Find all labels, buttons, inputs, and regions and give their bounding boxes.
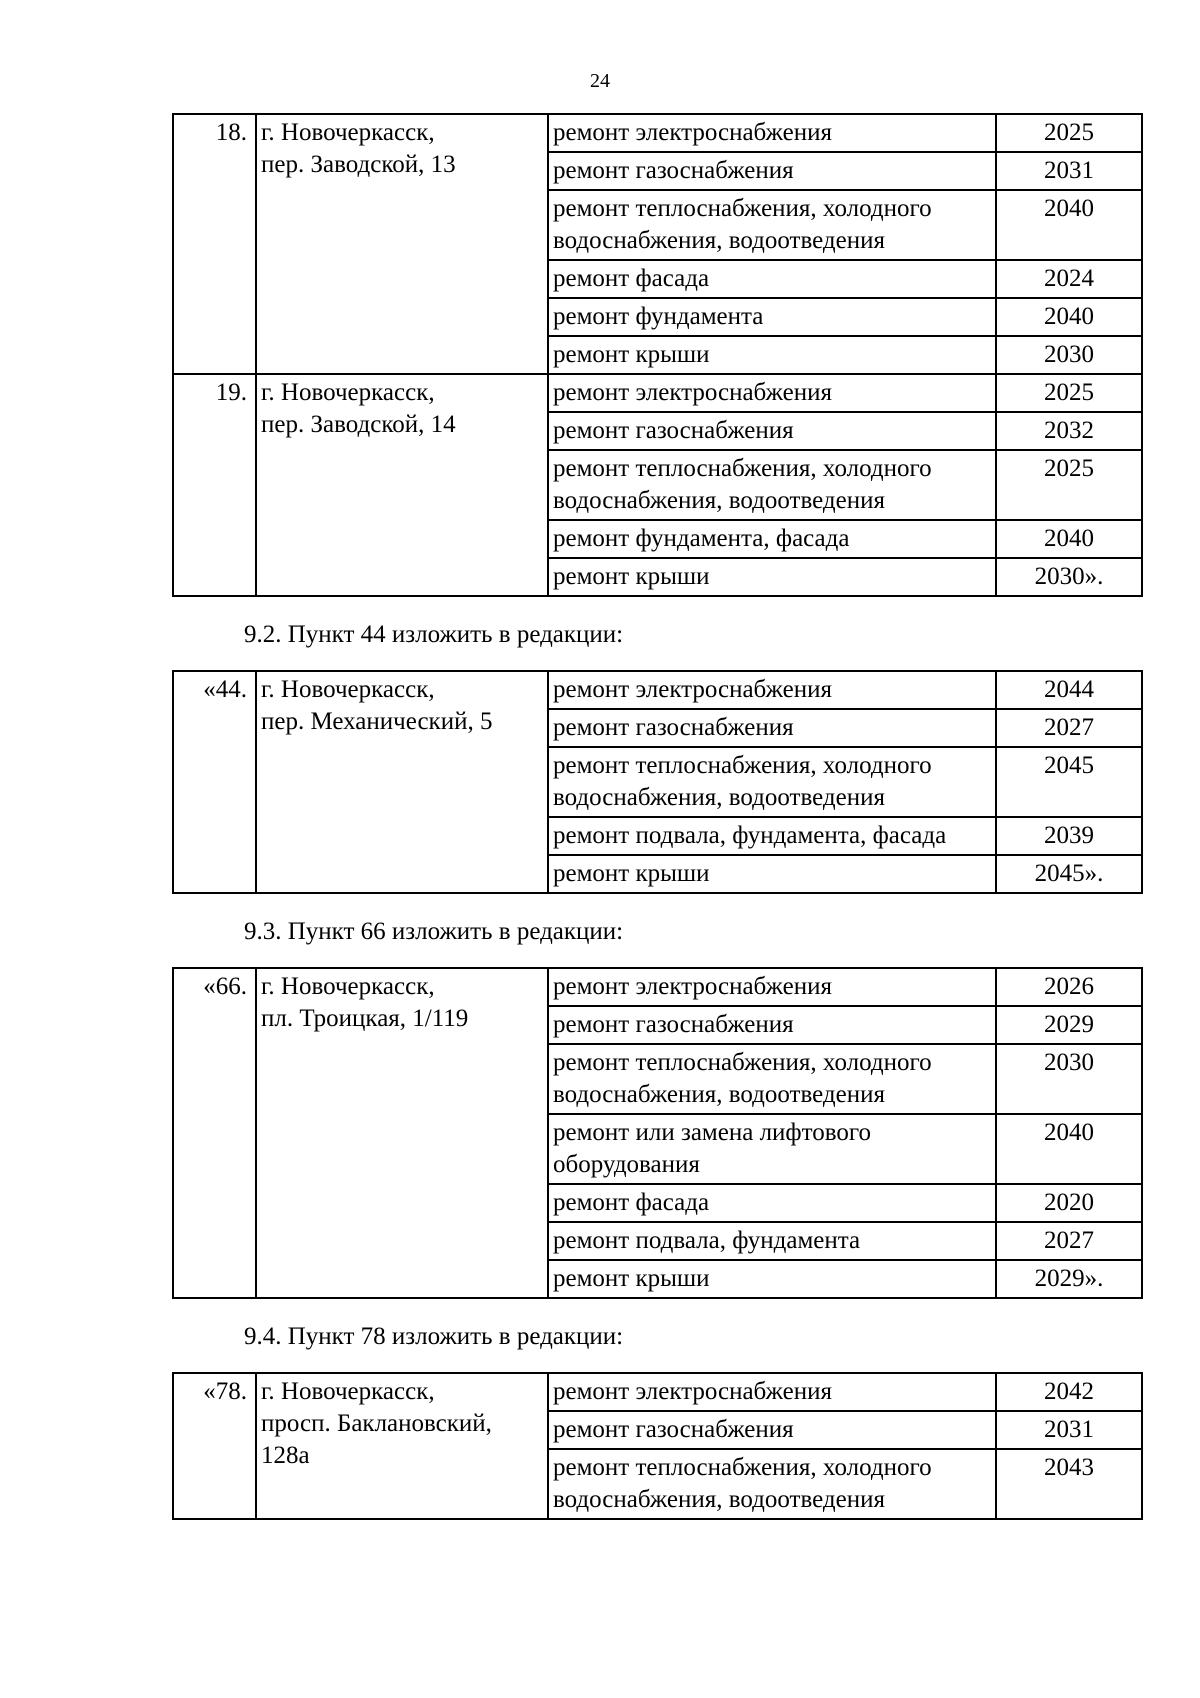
work-year: 2025 [996, 450, 1142, 520]
work-year: 2040 [996, 520, 1142, 558]
item-number: 19. [173, 374, 256, 596]
item-number: «78. [173, 1373, 256, 1519]
table-row [173, 114, 1142, 152]
work-type: ремонт фундамента [548, 298, 996, 336]
table-row [173, 671, 1142, 709]
work-type: ремонт газоснабжения [548, 152, 996, 190]
work-type: ремонт теплоснабжения, холодного водоснабжения, водоотведения [548, 450, 996, 520]
repair-schedule-table [172, 967, 1143, 1299]
address-line: просп. Баклановский, [261, 1410, 492, 1437]
work-year: 2030». [996, 558, 1142, 596]
work-year: 2029». [996, 1260, 1142, 1298]
address-line: г. Новочеркасск, [261, 676, 435, 703]
repair-schedule-table [172, 670, 1143, 894]
work-type: ремонт электроснабжения [548, 1373, 996, 1411]
section-heading: 9.2. Пункт 44 изложить в редакции: [244, 621, 624, 648]
repair-schedule-table [172, 1372, 1143, 1520]
work-year: 2025 [996, 374, 1142, 412]
work-type: ремонт электроснабжения [548, 968, 996, 1006]
address-line: г. Новочеркасск, [261, 1378, 435, 1405]
work-type: ремонт крыши [548, 336, 996, 374]
section-heading: 9.4. Пункт 78 изложить в редакции: [244, 1323, 624, 1350]
work-type: ремонт теплоснабжения, холодного водоснабжения, водоотведения [548, 1449, 996, 1519]
work-type: ремонт крыши [548, 855, 996, 893]
work-year: 2045 [996, 747, 1142, 817]
item-number: «66. [173, 968, 256, 1298]
work-year: 2027 [996, 1222, 1142, 1260]
address-line: 128а [261, 1442, 310, 1469]
work-type: ремонт теплоснабжения, холодного водоснабжения, водоотведения [548, 190, 996, 260]
address-cell [256, 968, 548, 1298]
address-line: пл. Троицкая, 1/119 [261, 1005, 469, 1032]
work-type: ремонт фундамента, фасада [548, 520, 996, 558]
work-year: 2045». [996, 855, 1142, 893]
work-type: ремонт электроснабжения [548, 374, 996, 412]
address-line: г. Новочеркасск, [261, 119, 435, 146]
address-line: пер. Заводской, 14 [261, 411, 456, 438]
table-row [173, 1373, 1142, 1411]
address-cell [256, 114, 548, 374]
address-cell [256, 374, 548, 596]
work-year: 2044 [996, 671, 1142, 709]
address-line: пер. Заводской, 13 [261, 151, 456, 178]
work-type: ремонт электроснабжения [548, 114, 996, 152]
work-year: 2025 [996, 114, 1142, 152]
page-number: 24 [590, 70, 610, 92]
work-type: ремонт фасада [548, 260, 996, 298]
work-year: 2039 [996, 817, 1142, 855]
work-year: 2030 [996, 1044, 1142, 1114]
work-type: ремонт крыши [548, 558, 996, 596]
work-year: 2027 [996, 709, 1142, 747]
work-type: ремонт фасада [548, 1184, 996, 1222]
address-cell [256, 671, 548, 893]
work-year: 2032 [996, 412, 1142, 450]
item-number: «44. [173, 671, 256, 893]
work-year: 2024 [996, 260, 1142, 298]
work-type: ремонт подвала, фундамента, фасада [548, 817, 996, 855]
work-type: ремонт теплоснабжения, холодного водоснабжения, водоотведения [548, 747, 996, 817]
work-year: 2040 [996, 1114, 1142, 1184]
work-type: ремонт газоснабжения [548, 709, 996, 747]
repair-schedule-table [172, 113, 1143, 597]
work-type: ремонт или замена лифтового оборудования [548, 1114, 996, 1184]
work-year: 2029 [996, 1006, 1142, 1044]
work-year: 2020 [996, 1184, 1142, 1222]
work-type: ремонт теплоснабжения, холодного водоснабжения, водоотведения [548, 1044, 996, 1114]
work-year: 2040 [996, 298, 1142, 336]
table-row [173, 968, 1142, 1006]
work-year: 2030 [996, 336, 1142, 374]
work-year: 2042 [996, 1373, 1142, 1411]
table-row [173, 374, 1142, 412]
work-year: 2040 [996, 190, 1142, 260]
address-line: пер. Механический, 5 [261, 708, 493, 735]
work-type: ремонт газоснабжения [548, 1411, 996, 1449]
work-type: ремонт электроснабжения [548, 671, 996, 709]
address-cell [256, 1373, 548, 1519]
work-year: 2026 [996, 968, 1142, 1006]
address-line: г. Новочеркасск, [261, 973, 435, 1000]
work-year: 2031 [996, 1411, 1142, 1449]
work-year: 2043 [996, 1449, 1142, 1519]
address-line: г. Новочеркасск, [261, 379, 435, 406]
item-number: 18. [173, 114, 256, 374]
section-heading: 9.3. Пункт 66 изложить в редакции: [244, 918, 624, 945]
work-type: ремонт крыши [548, 1260, 996, 1298]
work-year: 2031 [996, 152, 1142, 190]
work-type: ремонт газоснабжения [548, 1006, 996, 1044]
work-type: ремонт подвала, фундамента [548, 1222, 996, 1260]
document-body [172, 113, 1143, 1520]
work-type: ремонт газоснабжения [548, 412, 996, 450]
